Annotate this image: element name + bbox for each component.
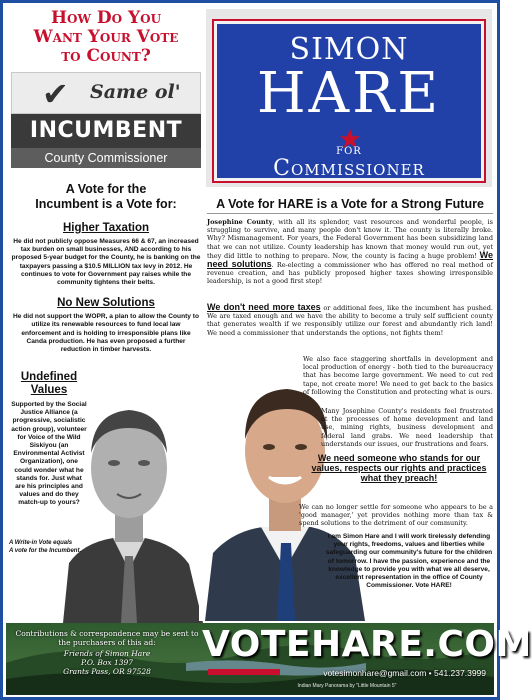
- highlight-values: We need someone who stands for our values, respects our rights and practices what they preach!: [311, 453, 487, 483]
- no-new-solutions-text: He did not support the WOPR, a plan to allow the County to utilize its renewable resources to fund local law enforcement and is holding to irresponsible plans like Canda production. He has even proposed a further reduction in timber harvests.: [12, 313, 200, 354]
- question-line-3: to Count?: [61, 46, 151, 66]
- undefined-values-block: [11, 371, 87, 508]
- vote-heading-line-1: A Vote for the: [65, 182, 147, 196]
- office-title: Commissioner: [273, 156, 425, 181]
- write-in-line-2: A vote for the Incumbent.: [9, 547, 82, 554]
- tagline: A Vote for HARE is a Vote for a Strong Future: [207, 197, 493, 214]
- lead-county-name: Josephine County: [207, 218, 273, 226]
- incumbent-label: INCUMBENT: [11, 114, 201, 148]
- candidate-banner: [206, 9, 492, 187]
- higher-taxation-title: Higher Taxation: [62, 222, 150, 234]
- p2-text: or additional fees, like the incumbent has pushed. We are taxed enough and we have the ability to become a truly self sufficient county that generates wealth if we responsibly utilize our forest and abundantly rich land! We need a commissioner that understands the options, not fights them!: [207, 304, 493, 337]
- first-name: SIMON: [289, 32, 409, 67]
- question-line-2: Want Your Vote: [33, 27, 179, 47]
- headline-question: [11, 9, 201, 66]
- banner-panel: [214, 21, 484, 181]
- vote-heading: [11, 182, 201, 212]
- write-in-line-1: A Write-in Vote equals: [9, 540, 73, 546]
- p1-text-a: , with all its splendor, vast resources and wonderful people, is struggling to survive, and many people don't know it. The county is literally broke. Why? Mismanagement. For years, the Federal Government has been subsidizing land that we can not utilize. County leadership has known that money would run out, yet they did little to nothing to prepare. Now, the county is facing a huge problem!: [207, 218, 494, 260]
- checkmark-icon: ✔: [42, 75, 69, 113]
- highlight-no-taxes: We don't need more taxes: [207, 302, 321, 312]
- vote-heading-line-2: Incumbent is a Vote for:: [35, 197, 177, 211]
- footer-banner: [6, 623, 532, 695]
- county-commissioner-label: County Commissioner: [11, 148, 201, 168]
- undefined-values-title: [11, 371, 87, 397]
- address-line-2: P.O. Box 1397: [80, 658, 134, 667]
- write-in-note: [9, 540, 89, 555]
- address-line-1: Friends of Simon Hare: [63, 649, 151, 658]
- paragraph-shortfalls: We also face staggering shortfalls in development and local production of energy - both tied to the bureaucracy that has become large government. We need to cut red tape, not create more! We need to get back to the basics of following the Constitution and protecting what is ours.: [303, 355, 493, 396]
- photo-credit: Indian Mary Panorama by "Little Mountain 5": [297, 683, 397, 689]
- undefined-title-line-2: Values: [30, 384, 68, 396]
- for-label: FOR: [336, 146, 362, 157]
- same-ol-label: Same ol': [90, 81, 181, 103]
- candidate-pledge: I am Simon Hare and I will work tirelessly defending your rights, freedoms, values and liberties while safeguarding our community's future for the children of tomorrow. I have the passion, experience and the knowledge to provide you with what we all deserve, excellent representation in the office of County Commissioner. Vote HARE!: [325, 533, 493, 590]
- paragraph-good-manager: We can no longer settle for someone who appears to be a 'good manager,' yet provides nothing more than tax & spend solutions to the detriment of our community.: [299, 503, 493, 528]
- same-ol-box: [11, 72, 201, 114]
- no-new-solutions-title: No New Solutions: [57, 297, 155, 310]
- question-line-1: How Do You: [50, 8, 162, 28]
- mailing-address: [12, 649, 202, 676]
- higher-taxation-text: He did not publicly oppose Measures 66 & 67, an increased tax burden on small businesses, AND according to his proposed 5-year budget for the County, he is banking on the taxpayers passing a $10.5 MILLION tax levy in 2012. He continues to vote for Government pay raises while the community tightens their belts.: [11, 238, 201, 287]
- contributions-note: Contributions & correspondence may be sent to the purchasers of this ad:: [15, 629, 199, 647]
- website-url[interactable]: VOTEHARE.COM: [202, 624, 532, 665]
- highlight-solutions: We need solutions: [207, 249, 493, 270]
- paragraph-county-broke: [207, 218, 493, 286]
- p1-text-b: . Re-electing a commissioner who has offered no real method of revenue creation, and has publicly proposed higher taxes showing irresponsible leadership, is not a good first step!: [207, 261, 493, 286]
- contact-info[interactable]: votesimonhare@gmail.com • 541.237.3999: [323, 668, 486, 678]
- last-name: HARE: [256, 61, 442, 126]
- address-line-3: Grants Pass, OR 97528: [63, 667, 151, 676]
- undefined-title-line-1: Undefined: [20, 371, 78, 383]
- undefined-values-text: Supported by the Social Justice Alliance (a progressive, socialistic action group), volunteer for Voice of the Wild Siskiyou (an Environmental Activist Organization), one could wonder what he stands for. Just what are his principles and values and do they match-up to yours?: [11, 401, 87, 507]
- paragraph-no-more-taxes: [207, 303, 493, 337]
- paragraph-frustrations: Many Josephine County's residents feel frustrated at the processes of home development and land use, mining rights, business development and federal land grabs. We need leadership that understands our issues, our frustrations and fears.: [321, 407, 493, 448]
